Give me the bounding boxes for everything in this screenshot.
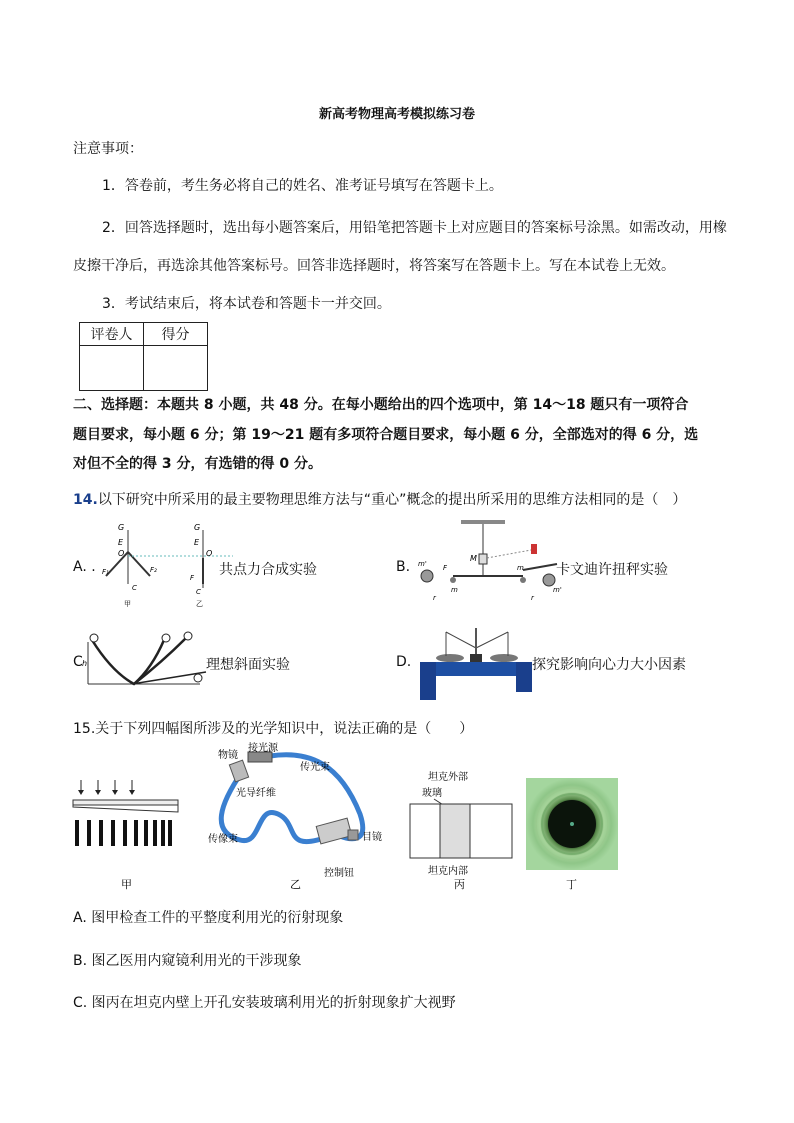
- q15-label-jieguangyuan: 接光源: [248, 743, 278, 754]
- q14-option-a-label: A. .: [73, 559, 96, 575]
- q15-label-wujing: 物镜: [218, 750, 238, 761]
- fig-a-jia-label: 甲: [124, 600, 131, 608]
- fig-a-yi-label: 乙: [196, 600, 203, 608]
- q15-fig-bing: [408, 770, 516, 892]
- q15-label-kongzhiniu: 控制钮: [324, 868, 354, 879]
- q15-label-chuanguangshu: 传光束: [300, 762, 330, 773]
- q15-label-mujing: 目镜: [362, 832, 382, 843]
- score-table-header-grader: 评卷人: [80, 323, 144, 346]
- fig-a-o2-label: O: [206, 549, 213, 558]
- fig-a-e-label: E: [118, 538, 124, 547]
- fig-b-r2-label: r: [531, 594, 534, 602]
- q15-option-b: B. 图乙医用内窥镜利用光的干涉现象: [73, 953, 302, 969]
- q14-a-figure: [98, 518, 233, 610]
- q14-c-figure: [82, 632, 206, 688]
- q15-fig-bing-label: 丙: [454, 878, 465, 891]
- q15-label-chuanxiangshu: 传像束: [208, 834, 238, 845]
- fig-a-g2-label: G: [194, 523, 201, 532]
- q14-b-figure: [413, 520, 560, 610]
- q15-label-tanke-nei: 坦克内部: [428, 866, 468, 877]
- q14-option-a-text: 共点力合成实验: [219, 562, 317, 578]
- section-2-line-2: 题目要求，每小题 6 分；第 19～21 题有多项符合题目要求，每小题 6 分，全部选对的得 6 分，选: [73, 427, 699, 443]
- q15-fig-ding-label: 丁: [566, 878, 577, 891]
- q14-option-b-text: 卡文迪许扭秤实验: [556, 562, 668, 578]
- fig-b-mprime2-label: m': [553, 586, 562, 594]
- notice-item-1: 1．答卷前，考生务必将自己的姓名、准考证号填写在答题卡上。: [102, 178, 503, 194]
- fig-b-m2-label: m: [517, 564, 524, 572]
- q15-fig-yi: [200, 744, 380, 892]
- fig-a-f2-label: F₂: [150, 566, 157, 574]
- fig-a-c2-label: C: [196, 588, 201, 596]
- q15-fig-ding: [524, 776, 620, 892]
- fig-a-e2-label: E: [194, 538, 200, 547]
- section-2-line-1: 二、选择题：本题共 8 小题，共 48 分。在每小题给出的四个选项中，第 14～18 题只有一项符合: [73, 397, 689, 413]
- q15-stem: 15.关于下列四幅图所涉及的光学知识中，说法正确的是（ ）: [73, 721, 474, 737]
- notice-item-2-line-2: 皮擦干净后，再选涂其他答案标号。回答非选择题时，将答案写在答题卡上。写在本试卷上无效。: [73, 258, 675, 274]
- section-2-line-3: 对但不全的得 3 分，有选错的得 0 分。: [73, 456, 322, 472]
- notice-heading: 注意事项：: [73, 141, 143, 157]
- q15-fig-jia: [73, 776, 181, 892]
- fig-b-mprime-label: m': [418, 560, 427, 568]
- q14-option-b-label: B.: [396, 559, 411, 575]
- fig-a-o-label: O: [118, 549, 125, 558]
- q14-d-figure: [416, 626, 534, 700]
- fig-b-M-label: M: [470, 554, 477, 563]
- q14-option-c-label: C: [73, 654, 83, 670]
- score-table-cell-grader: [80, 346, 144, 391]
- page-title: 新高考物理高考模拟练习卷: [318, 107, 475, 122]
- q15-option-a: A. 图甲检查工件的平整度利用光的衍射现象: [73, 910, 344, 926]
- fig-b-r-label: r: [433, 594, 436, 602]
- q14-stem-text: 以下研究中所采用的最主要物理思维方法与“重心”概念的提出所采用的思维方法相同的是（ ）: [97, 492, 687, 508]
- q15-fig-yi-label: 乙: [290, 878, 301, 891]
- score-table-header-score: 得分: [144, 323, 208, 346]
- fig-b-F-label: F: [443, 564, 448, 572]
- q14-option-c-text: 理想斜面实验: [206, 657, 290, 673]
- q14-number: 14.: [73, 492, 98, 508]
- notice-item-2-line-1: 2．回答选择题时，选出每小题答案后，用铅笔把答题卡上对应题目的答案标号涂黑。如需改动，用橡: [102, 220, 727, 236]
- q15-option-c: C. 图丙在坦克内壁上开孔安装玻璃利用光的折射现象扩大视野: [73, 995, 456, 1011]
- q15-label-guangdaoxianwei: 光导纤维: [236, 788, 276, 799]
- q15-label-tanke-wai: 坦克外部: [428, 772, 468, 783]
- fig-b-m-label: m: [451, 586, 458, 594]
- q15-fig-jia-label: 甲: [121, 878, 132, 891]
- score-table: [79, 322, 208, 391]
- fig-a-c-label: C: [132, 584, 137, 592]
- notice-item-3: 3．考试结束后，将本试卷和答题卡一并交回。: [102, 296, 391, 312]
- fig-a-f-label: F: [190, 574, 195, 582]
- q14-option-d-label: D.: [396, 654, 412, 670]
- q14-option-d-text: 探究影响向心力大小因素: [532, 657, 686, 673]
- score-table-cell-score: [144, 346, 208, 391]
- q15-label-boli: 玻璃: [422, 788, 442, 799]
- fig-c-h-label: h: [82, 659, 88, 668]
- fig-a-g-label: G: [118, 523, 125, 532]
- fig-a-f1-label: F₁: [102, 568, 109, 576]
- q14-stem: [73, 489, 686, 509]
